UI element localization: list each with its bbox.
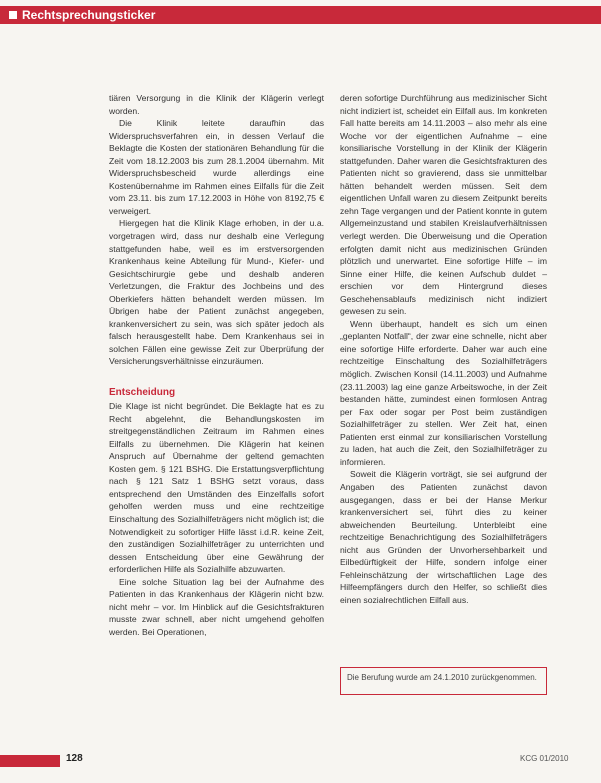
footer-bar [0, 755, 60, 767]
paragraph: Soweit die Klägerin vorträgt, sie sei aufgrund der Angaben des Patienten zunächst davon ausgegangen, dass er bei der Hanse Merkur krankenversichert sei, führt dies zu keiner abweichenden Beurteilung. Unterbleibt eine rechtzeitige Benachrichtigung des Sozialhilfeträgers nicht aus Gründen der Unvorhersehbarkeit und Eilbedürftigkeit der Hilfe, sondern infolge einer Fehleinschätzung der wirtschaftlichen Lage des Hilfeempfängers durch den Helfer, so schließt dies einen sozialrechtlichen Eilfall aus. [340, 469, 547, 605]
left-column [109, 92, 324, 638]
paragraph: Wenn überhaupt, handelt es sich um einen „geplanten Notfall“, der zwar eine schnelle, nicht aber eine sofortige Hilfe erforderte. Daher war auch eine rechtzeitige Einschaltung des Sozialhilfeträgers möglich. Zwischen Konsil (14.11.2003) und Aufnahme (23.11.2003) lag eine ganze Arbeitswoche, in der Zeit bestanden hätte, zumindest einen formlosen Antrag per Fax oder sogar per Post beim zuständigen Sozialhilfeträger zu stellen. Wer Zeit hat, einen Patienten erst einmal zur konsiliarischen Vorstellung zu laden, hat auch die Zeit, den Sozialhilfeträger zu informieren. [340, 318, 547, 467]
note-box: Die Berufung wurde am 24.1.2010 zurückgenommen. [340, 667, 547, 695]
paragraph: Eine solche Situation lag bei der Aufnahme des Patienten in das Krankenhaus der Klägerin nicht bzw. nicht mehr – vor. Im Hinblick auf die Gesichtsfrakturen musste zwar schnell, aber nicht umgehend geholfen werden. Bei Operationen, [109, 576, 324, 637]
journal-label: KCG 01/2010 [520, 754, 569, 763]
header-bar [0, 6, 601, 24]
spacer [109, 368, 324, 386]
right-column [340, 92, 547, 606]
paragraph: Die Klinik leitete daraufhin das Widerspruchsverfahren ein, in dessen Verlauf die Beklagte die Kosten der stationären Behandlung für die Zeit vom 18.12.2003 bis zum 28.1.2004 übernahm. Mit Widerspruchsbescheid wurde allerdings eine Kostenübernahme im Rahmen eines Eilfalls für die Zeit vom 23.11. bis zum 17.12.2003 in Höhe von 8192,75 € verweigert. [109, 118, 324, 216]
header-square-icon [9, 11, 17, 19]
paragraph: Hiergegen hat die Klinik Klage erhoben, in der u.a. vorgetragen wird, dass nur deshalb eine Verlegung stattgefunden habe, weil es im erstversorgenden Krankenhaus keine Abteilung für Mund-, Kiefer- und Gesichtschirurgie gebe und deshalb anderen Verletzungen, die Fraktur des Jochbeins und des Oberkiefers hätten behandelt werden müssen. Im Übrigen habe der Patient zunächst angegeben, krankenversichert zu sein, was sich später jedoch als falsch herausgestellt habe. Dem Krankenhaus sei in solchen Fällen eine gewisse Zeit zur Überprüfung der Versicherungsverhältnisse einzuräumen. [109, 218, 324, 367]
section-heading: Entscheidung [109, 387, 176, 399]
page-number: 128 [66, 753, 83, 764]
paragraph: Die Klage ist nicht begründet. Die Beklagte hat es zu Recht abgelehnt, die Behandlungskosten im streitgegenständlichen Zeitraum im Rahmen eines Eilfalls zu übernehmen. Die Klägerin hat keinen Anspruch auf Übernahme der geltend gemachten Kosten gem. § 121 BSHG. Die Erstattungsverpflichtung nach § 121 Satz 1 BSHG setzt voraus, dass entsprechend den Umständen des Einzelfalls sofort geholfen werden muss und eine rechtzeitige Einschaltung des Sozialhilfeträgers nicht möglich ist; die Notwendigkeit zu sofortiger Hilfe lässt i.d.R. keine Zeit, den zuständigen Sozialhilfeträger zu unterrichten und dessen Entscheidung über eine Gewährung der erforderlichen Hilfe als Sozialhilfe abzuwarten. [109, 401, 324, 575]
paragraph: deren sofortige Durchführung aus medizinischer Sicht nicht indiziert ist, scheidet ein Eilfall aus. Im konkreten Fall hatte bereits am 14.11.2003 – also mehr als eine Woche vor der eigentlichen Aufnahme – eine konsiliarische Vorstellung in der Klinik der Klägerin stattgefunden. Daher waren die Gesichtsfrakturen des Patienten nicht so gravierend, dass sie unmittelbar hätten behandelt werden müssen. Seit dem eigentlichen Unfall waren zu diesem Zeitpunkt bereits zehn Tage vergangen und der Patient konnte in gutem Allgemeinzustand und stabilen Kreislaufverhältnissen verlegt werden. Die Überweisung und die Operation erfolgten damit nicht aus medizinischen Gründen plötzlich und unerwartet. Eine sofortige Hilfe – im Sinne einer Hilfe, die keinen Aufschub duldet – erschien vor dem Hintergrund dieses Geschehensablaufs medizinisch nicht indiziert gewesen zu sein. [340, 93, 547, 317]
section-title: Rechtsprechungsticker [22, 8, 156, 22]
paragraph: tiären Versorgung in die Klinik der Klägerin verlegt worden. [109, 93, 324, 116]
